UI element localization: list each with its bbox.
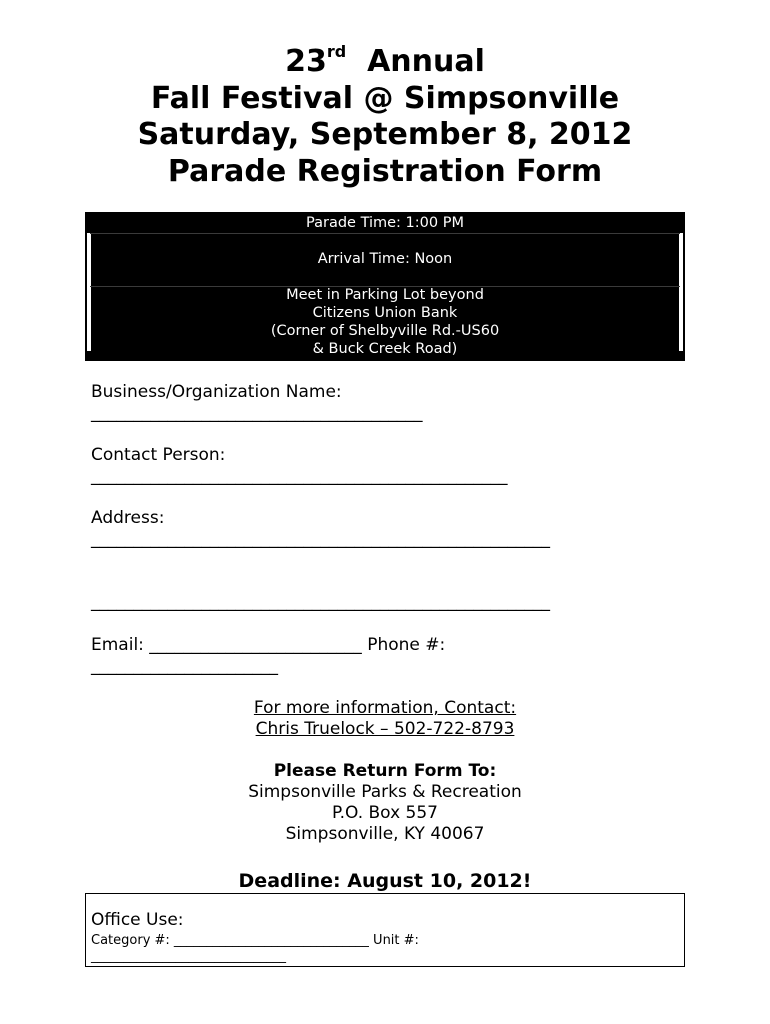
meeting-location-line: & Buck Creek Road) [312,341,458,357]
form-title [0,44,770,190]
meeting-location [85,286,685,358]
return-organization: Simpsonville Parks & Recreation [248,782,522,802]
deadline: Deadline: August 10, 2012! [238,870,532,892]
parade-time: Parade Time: 1:00 PM [306,215,464,231]
email-phone-field[interactable] [91,635,445,677]
info-box-divider [90,233,680,234]
business-name-field[interactable] [91,382,423,424]
office-unit-blank[interactable]: ______________________________ [91,949,286,964]
title-form-name: Parade Registration Form [167,153,603,189]
arrival-time: Arrival Time: Noon [317,251,453,267]
office-use-box [85,893,685,967]
contact-info [0,698,770,740]
business-name-label: Business/Organization Name: [91,382,342,402]
title-event-name: Fall Festival @ Simpsonville [150,80,620,116]
address-blank-line-2[interactable]: ______________________________________________________ [91,592,550,612]
email-phone-label[interactable]: Email: _________________________ Phone #: [91,635,446,655]
title-ordinal-suffix: rd [326,42,347,61]
title-ordinal-number: 23 [285,44,327,79]
phone-blank[interactable]: ______________________ [91,656,278,676]
return-address [0,761,770,845]
return-po-box: P.O. Box 557 [332,803,438,823]
meeting-location-line: Meet in Parking Lot beyond [286,287,484,303]
contact-person-label: Contact Person: [91,445,226,465]
office-category-unit[interactable]: Category #: ______________________________ Unit #: [91,933,419,948]
contact-info-heading: For more information, Contact: [253,698,517,718]
address-field[interactable] [91,508,550,550]
meeting-location-line: (Corner of Shelbyville Rd.-US60 [270,323,500,339]
title-event-date: Saturday, September 8, 2012 [137,117,633,152]
office-use-title: Office Use: [91,910,184,930]
title-line-annual [0,44,770,81]
meeting-location-line: Citizens Union Bank [312,305,458,321]
parade-info-box [85,212,685,361]
business-name-blank[interactable]: _______________________________________ [91,403,423,423]
address-blank-line-1[interactable]: ______________________________________________________ [91,529,550,549]
contact-info-person: Chris Truelock – 502-722-8793 [255,719,515,739]
return-city-state-zip: Simpsonville, KY 40067 [285,824,485,844]
return-heading: Please Return Form To: [273,761,497,781]
title-annual-word: Annual [367,44,485,79]
address-label: Address: [91,508,165,528]
contact-person-blank[interactable]: _________________________________________________ [91,466,508,486]
contact-person-field[interactable] [91,445,508,487]
